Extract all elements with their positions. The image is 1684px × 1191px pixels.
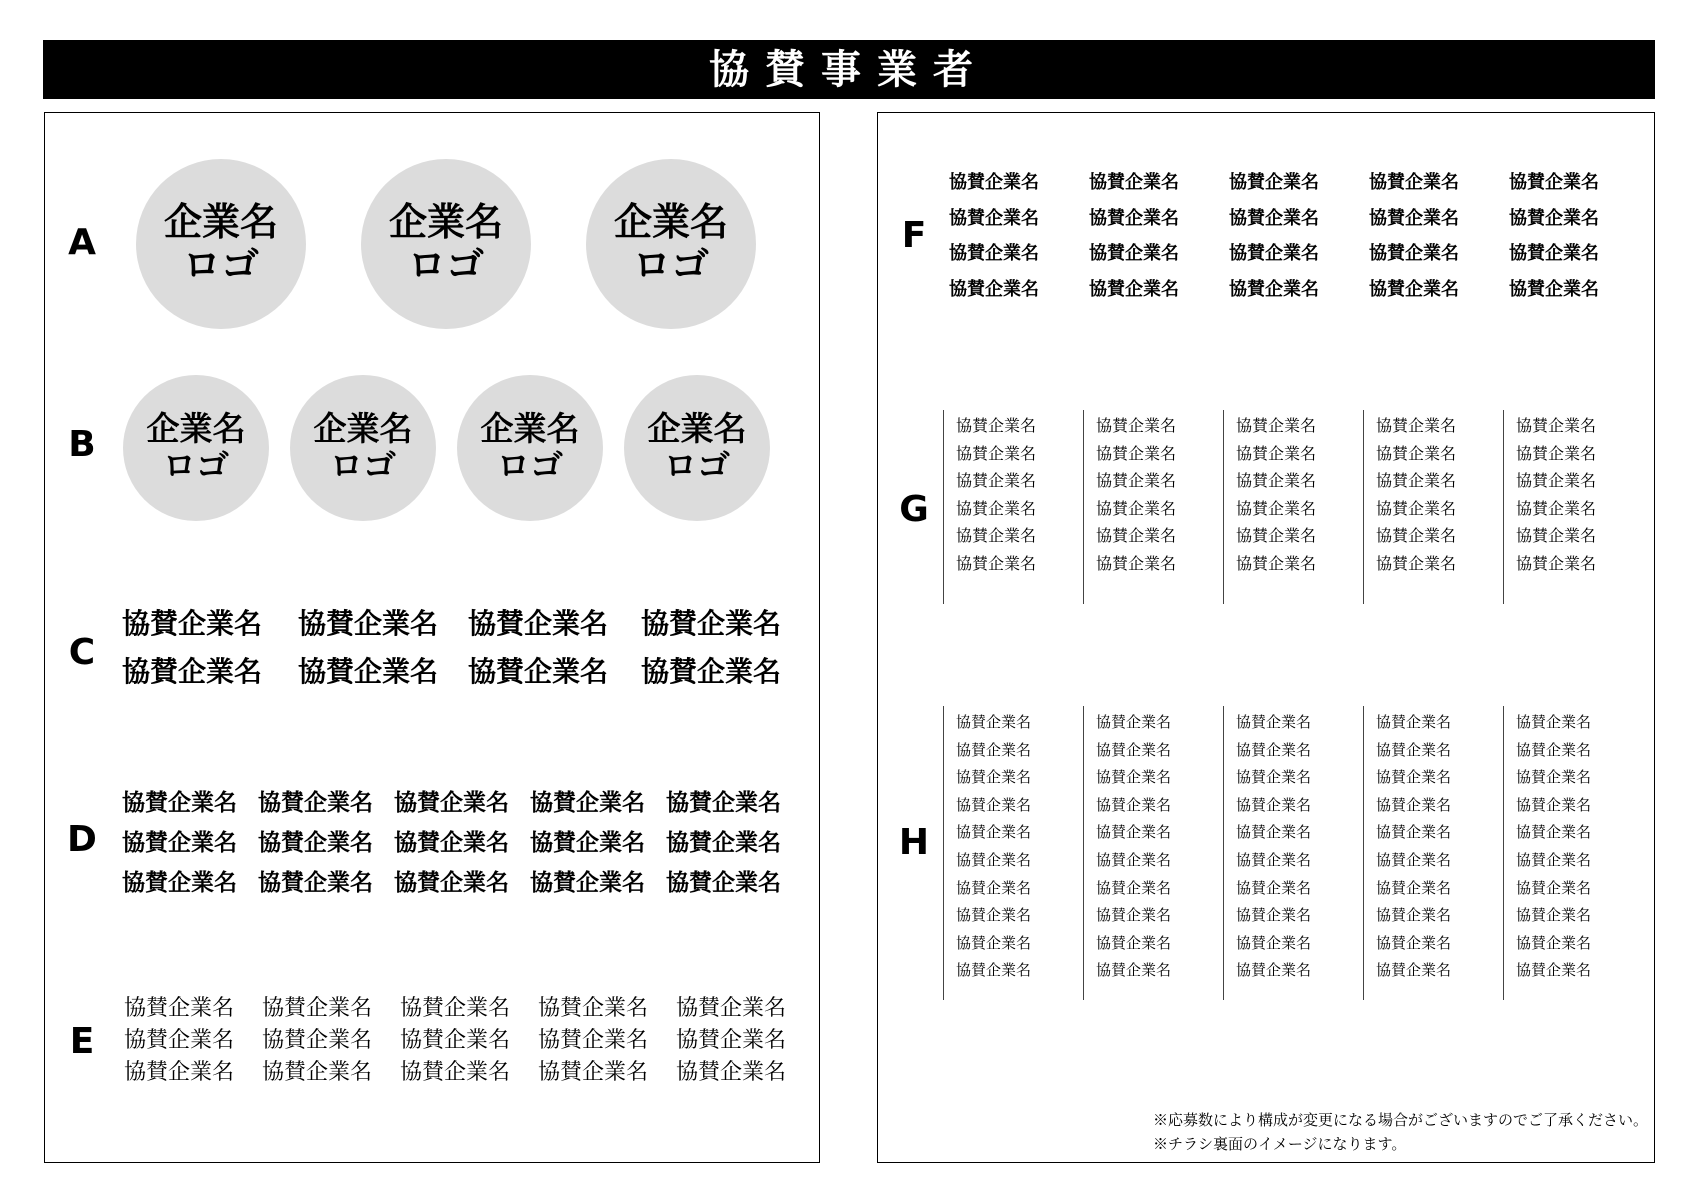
sponsor-name-f: 協賛企業名 <box>1369 207 1459 229</box>
column-divider-h <box>943 706 944 1000</box>
sponsor-name-g: 協賛企業名 <box>1516 416 1597 435</box>
sponsor-name-d: 協賛企業名 <box>258 830 373 856</box>
sponsor-name-e: 協賛企業名 <box>400 1028 511 1053</box>
sponsor-name-h: 協賛企業名 <box>1096 768 1172 787</box>
sponsor-name-d: 協賛企業名 <box>530 870 645 896</box>
section-c-label: C <box>68 632 96 673</box>
section-h-label: H <box>898 822 930 863</box>
sponsor-name-f: 協賛企業名 <box>949 207 1039 229</box>
sponsor-name-h: 協賛企業名 <box>1236 851 1312 869</box>
column-divider-h <box>1363 706 1364 1000</box>
sponsor-name-c: 協賛企業名 <box>641 607 782 640</box>
sponsor-name-g: 協賛企業名 <box>1376 498 1457 518</box>
sponsor-name-g: 協賛企業名 <box>1096 498 1177 518</box>
sponsor-name-f: 協賛企業名 <box>949 278 1039 300</box>
sponsor-name-h: 協賛企業名 <box>1236 961 1312 980</box>
sponsor-name-h: 協賛企業名 <box>1516 933 1592 952</box>
sponsor-name-h: 協賛企業名 <box>1096 713 1172 731</box>
logo-company-text: 企業名 <box>480 409 580 449</box>
logo-company-text: 企業名 <box>647 409 747 449</box>
sponsor-name-h: 協賛企業名 <box>956 961 1032 980</box>
sponsor-name-f: 協賛企業名 <box>1509 243 1599 264</box>
logo-company-text: 企業名 <box>388 200 503 245</box>
sponsor-name-h: 協賛企業名 <box>1376 823 1452 842</box>
sponsor-name-d: 協賛企業名 <box>666 790 781 816</box>
sponsor-name-h: 協賛企業名 <box>956 823 1032 842</box>
sponsor-name-h: 協賛企業名 <box>956 906 1032 925</box>
sponsor-name-f: 協賛企業名 <box>1369 172 1459 193</box>
sponsor-name-h: 協賛企業名 <box>1516 740 1592 759</box>
logo-placeholder-a <box>361 159 531 329</box>
section-e-label: E <box>69 1021 95 1062</box>
sponsor-name-h: 協賛企業名 <box>1376 713 1452 731</box>
sponsor-name-g: 協賛企業名 <box>956 526 1037 545</box>
sponsor-name-e: 協賛企業名 <box>400 1060 511 1085</box>
sponsor-name-d: 協賛企業名 <box>122 870 237 896</box>
sponsor-name-g: 協賛企業名 <box>1096 416 1177 435</box>
section-a-label: A <box>68 222 96 263</box>
sponsor-name-f: 協賛企業名 <box>1509 172 1599 193</box>
logo-placeholder-b <box>123 375 269 521</box>
logo-logo-text: ロゴ <box>182 243 259 287</box>
sponsor-name-f: 協賛企業名 <box>1369 243 1459 264</box>
sponsor-name-c: 協賛企業名 <box>122 655 263 688</box>
sponsor-name-g: 協賛企業名 <box>1236 498 1317 518</box>
sponsor-name-h: 協賛企業名 <box>956 740 1032 759</box>
sponsor-name-h: 協賛企業名 <box>1096 961 1172 980</box>
sponsor-name-d: 協賛企業名 <box>122 830 237 856</box>
sponsor-name-h: 協賛企業名 <box>1376 851 1452 869</box>
logo-placeholder-a <box>136 159 306 329</box>
sponsor-name-h: 協賛企業名 <box>1376 878 1452 897</box>
sponsor-name-g: 協賛企業名 <box>1516 526 1597 545</box>
logo-company-text: 企業名 <box>313 409 413 449</box>
sponsor-name-g: 協賛企業名 <box>1376 416 1457 435</box>
logo-placeholder-b <box>457 375 603 521</box>
column-divider-g <box>943 410 944 604</box>
sponsor-name-g: 協賛企業名 <box>1236 553 1317 573</box>
sponsor-name-g: 協賛企業名 <box>1096 553 1177 573</box>
sponsor-name-c: 協賛企業名 <box>298 655 439 688</box>
sponsor-name-h: 協賛企業名 <box>956 878 1032 897</box>
sponsor-name-g: 協賛企業名 <box>1376 553 1457 573</box>
sponsor-name-h: 協賛企業名 <box>1236 795 1312 814</box>
sponsor-name-h: 協賛企業名 <box>1516 768 1592 787</box>
sponsor-name-g: 協賛企業名 <box>1096 443 1177 463</box>
sponsor-name-g: 協賛企業名 <box>1516 443 1597 463</box>
logo-company-text: 企業名 <box>613 200 728 245</box>
column-divider-g <box>1223 410 1224 604</box>
sponsor-name-e: 協賛企業名 <box>400 996 511 1021</box>
sponsor-name-h: 協賛企業名 <box>1376 768 1452 787</box>
sponsor-name-d: 協賛企業名 <box>122 790 237 816</box>
sponsor-name-h: 協賛企業名 <box>1096 933 1172 952</box>
logo-placeholder-b <box>624 375 770 521</box>
sponsor-name-f: 協賛企業名 <box>1229 172 1319 193</box>
sponsor-name-h: 協賛企業名 <box>1236 740 1312 759</box>
sponsor-name-h: 協賛企業名 <box>1516 906 1592 925</box>
sponsor-name-f: 協賛企業名 <box>1369 278 1459 300</box>
sponsor-name-h: 協賛企業名 <box>1376 740 1452 759</box>
sponsor-name-d: 協賛企業名 <box>394 830 509 856</box>
sponsor-name-h: 協賛企業名 <box>1516 961 1592 980</box>
sponsor-name-h: 協賛企業名 <box>1516 795 1592 814</box>
sponsor-name-g: 協賛企業名 <box>956 498 1037 518</box>
sponsor-name-h: 協賛企業名 <box>1376 961 1452 980</box>
sponsor-name-g: 協賛企業名 <box>1376 471 1457 490</box>
sponsor-name-h: 協賛企業名 <box>1376 933 1452 952</box>
sponsor-name-f: 協賛企業名 <box>1089 172 1179 193</box>
sponsor-name-g: 協賛企業名 <box>1516 471 1597 490</box>
sponsor-name-h: 協賛企業名 <box>1096 823 1172 842</box>
sponsor-name-h: 協賛企業名 <box>1516 823 1592 842</box>
sponsor-name-h: 協賛企業名 <box>1516 851 1592 869</box>
sponsor-name-g: 協賛企業名 <box>1236 443 1317 463</box>
sponsor-name-d: 協賛企業名 <box>258 790 373 816</box>
logo-logo-text: ロゴ <box>163 446 229 485</box>
note-line-1: ※応募数により構成が変更になる場合がございますのでご了承ください。 <box>1153 1111 1649 1129</box>
sponsor-name-e: 協賛企業名 <box>124 996 235 1021</box>
sponsor-name-g: 協賛企業名 <box>1376 526 1457 545</box>
sponsor-name-f: 協賛企業名 <box>1089 278 1179 300</box>
sponsor-name-h: 協賛企業名 <box>1096 878 1172 897</box>
logo-placeholder-b <box>290 375 436 521</box>
sponsor-name-f: 協賛企業名 <box>1089 243 1179 264</box>
sponsor-name-g: 協賛企業名 <box>1236 471 1317 490</box>
column-divider-h <box>1083 706 1084 1000</box>
sponsor-name-e: 協賛企業名 <box>676 996 787 1021</box>
column-divider-g <box>1363 410 1364 604</box>
sponsor-name-h: 協賛企業名 <box>1236 878 1312 897</box>
sponsor-name-g: 協賛企業名 <box>1236 416 1317 435</box>
sponsor-name-h: 協賛企業名 <box>1236 933 1312 952</box>
sponsor-name-d: 協賛企業名 <box>258 870 373 896</box>
sponsor-name-f: 協賛企業名 <box>1089 207 1179 229</box>
sponsor-name-g: 協賛企業名 <box>956 443 1037 463</box>
section-b-label: B <box>68 424 96 465</box>
logo-logo-text: ロゴ <box>407 243 484 287</box>
sponsor-name-h: 協賛企業名 <box>1096 740 1172 759</box>
section-d-label: D <box>67 819 97 860</box>
sponsor-name-g: 協賛企業名 <box>1516 498 1597 518</box>
logo-company-text: 企業名 <box>163 200 278 245</box>
sponsor-name-h: 協賛企業名 <box>1236 768 1312 787</box>
logo-logo-text: ロゴ <box>497 446 563 485</box>
sponsor-name-g: 協賛企業名 <box>1376 443 1457 463</box>
sponsor-name-d: 協賛企業名 <box>666 870 781 896</box>
column-divider-g <box>1083 410 1084 604</box>
sponsor-name-d: 協賛企業名 <box>666 830 781 856</box>
sponsor-name-f: 協賛企業名 <box>949 243 1039 264</box>
sponsor-name-c: 協賛企業名 <box>641 655 782 688</box>
sponsor-name-d: 協賛企業名 <box>530 830 645 856</box>
sponsor-name-d: 協賛企業名 <box>394 790 509 816</box>
sponsor-name-e: 協賛企業名 <box>262 996 373 1021</box>
sponsor-name-h: 協賛企業名 <box>1236 713 1312 731</box>
sponsor-name-h: 協賛企業名 <box>956 933 1032 952</box>
column-divider-g <box>1503 410 1504 604</box>
sponsor-name-f: 協賛企業名 <box>1229 278 1319 300</box>
sponsor-name-e: 協賛企業名 <box>124 1060 235 1085</box>
sponsor-name-f: 協賛企業名 <box>1509 207 1599 229</box>
sponsor-name-h: 協賛企業名 <box>1096 906 1172 925</box>
note-line-2: ※チラシ裏面のイメージになります。 <box>1153 1135 1407 1153</box>
sponsor-name-e: 協賛企業名 <box>262 1028 373 1053</box>
sponsor-name-h: 協賛企業名 <box>1096 851 1172 869</box>
right-panel <box>877 112 1655 1163</box>
sponsor-name-f: 協賛企業名 <box>949 172 1039 193</box>
column-divider-h <box>1503 706 1504 1000</box>
sponsor-name-e: 協賛企業名 <box>676 1028 787 1053</box>
sponsor-name-h: 協賛企業名 <box>956 768 1032 787</box>
sponsor-name-f: 協賛企業名 <box>1229 243 1319 264</box>
sponsor-name-h: 協賛企業名 <box>1236 906 1312 925</box>
sponsor-name-d: 協賛企業名 <box>530 790 645 816</box>
sponsor-name-g: 協賛企業名 <box>1516 553 1597 573</box>
section-g-label: G <box>899 489 929 530</box>
sponsor-name-e: 協賛企業名 <box>262 1060 373 1085</box>
section-f-label: F <box>901 215 927 256</box>
sponsor-name-h: 協賛企業名 <box>1516 713 1592 731</box>
sponsor-name-e: 協賛企業名 <box>538 996 649 1021</box>
sponsor-name-h: 協賛企業名 <box>956 851 1032 869</box>
sponsor-name-h: 協賛企業名 <box>1516 878 1592 897</box>
sponsor-name-c: 協賛企業名 <box>468 607 609 640</box>
sponsor-name-e: 協賛企業名 <box>676 1060 787 1085</box>
sponsor-name-e: 協賛企業名 <box>538 1060 649 1085</box>
logo-company-text: 企業名 <box>146 409 246 449</box>
logo-logo-text: ロゴ <box>632 243 709 287</box>
sponsor-name-g: 協賛企業名 <box>956 416 1037 435</box>
sponsor-name-h: 協賛企業名 <box>1236 823 1312 842</box>
sponsor-name-c: 協賛企業名 <box>122 607 263 640</box>
logo-placeholder-a <box>586 159 756 329</box>
page-title: 協賛事業者 <box>709 46 989 93</box>
sponsor-name-g: 協賛企業名 <box>1096 471 1177 490</box>
sponsor-name-g: 協賛企業名 <box>1096 526 1177 545</box>
sponsor-name-h: 協賛企業名 <box>1376 795 1452 814</box>
logo-logo-text: ロゴ <box>664 446 730 485</box>
column-divider-h <box>1223 706 1224 1000</box>
sponsor-name-e: 協賛企業名 <box>538 1028 649 1053</box>
sponsor-name-h: 協賛企業名 <box>1096 795 1172 814</box>
logo-logo-text: ロゴ <box>330 446 396 485</box>
sponsor-name-f: 協賛企業名 <box>1229 207 1319 229</box>
sponsor-name-d: 協賛企業名 <box>394 870 509 896</box>
sponsor-name-g: 協賛企業名 <box>1236 526 1317 545</box>
sponsor-name-g: 協賛企業名 <box>956 471 1037 490</box>
header-bar <box>43 40 1655 99</box>
sponsor-name-c: 協賛企業名 <box>468 655 609 688</box>
sponsor-name-h: 協賛企業名 <box>956 795 1032 814</box>
sponsor-name-f: 協賛企業名 <box>1509 278 1599 300</box>
sponsor-name-h: 協賛企業名 <box>1376 906 1452 925</box>
sponsor-name-h: 協賛企業名 <box>956 713 1032 731</box>
sponsor-name-e: 協賛企業名 <box>124 1028 235 1053</box>
sponsor-name-c: 協賛企業名 <box>298 607 439 640</box>
sponsor-name-g: 協賛企業名 <box>956 553 1037 573</box>
